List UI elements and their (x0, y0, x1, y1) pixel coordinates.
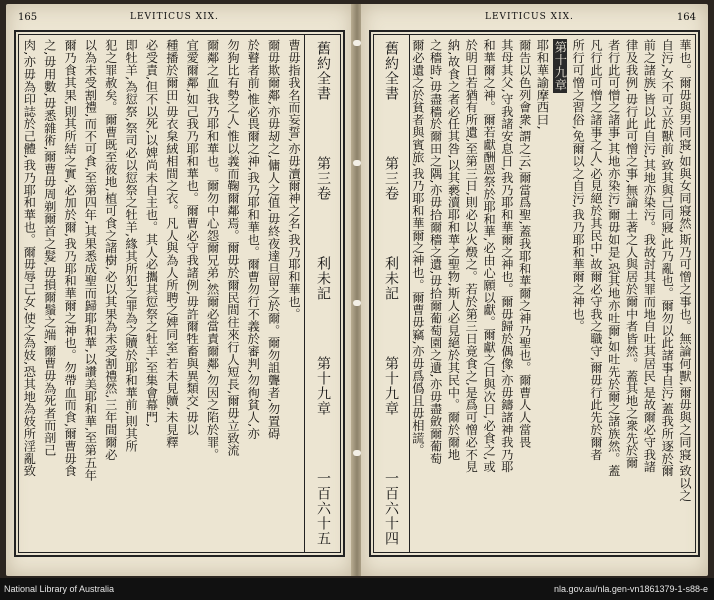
text-column: 爾鄰之血,我乃耶和華也。爾勿中心怨爾兄弟,然爾必當責爾鄰,勿因之陷於罪。 (205, 39, 220, 461)
text-column: 之,毋用數,毋悉雜術,爾曹毋周剃爾首之髮,毋損爾鬚之端,爾曹毋為死者而剖己 (42, 39, 57, 457)
left-running-title: LEVITICUS XIX. (130, 12, 219, 22)
chapter-badge-column (553, 35, 571, 552)
text-column: 爾必遺之於貧者與賓旅,我乃耶和華爾之神也。爾曹毋竊,亦毋爲僞且毋相謊。 (410, 39, 425, 457)
margin-title-part: 舊約全書 (383, 41, 399, 101)
text-column: 於瞽者前,惟必畏爾之神,我乃耶和華也。爾曹勿行不義於審判,勿徇貧人,亦 (246, 39, 261, 440)
margin-title-part: 一百六十四 (383, 471, 399, 546)
text-column: 律及我例,毋行此可憎之事,無論土著之人與居於爾中者皆然。蓋其地之衆先於爾 (624, 39, 639, 469)
text-column: 之穡時,毋盡穡於爾田之隅,亦毋拾爾穡之遺,毋拾爾葡萄園之遺,亦毋盡斂爾葡萄 (428, 39, 443, 465)
text-column: 曹毋指我名而妄誓,亦毋瀆爾神之名,我乃耶和華也。 (287, 39, 301, 320)
left-text-frame (14, 30, 345, 557)
left-margin-title (306, 35, 340, 552)
left-header (18, 12, 341, 28)
text-column: 以為未受割禮,而不可食,至第四年,其果悉成聖而歸耶和華,以讚美耶和華,至第五年 (83, 39, 98, 481)
text-column: 華也。爾毋與男同寢,如與女同寢然,斯乃可憎之事也。無論何獸,爾毋與之同寢,致以之 (678, 39, 692, 502)
binding-stitch (353, 300, 361, 306)
margin-title-part: 舊約全書 (315, 41, 331, 101)
right-text-frame (369, 30, 700, 557)
footer-identifier: nla.gov.au/nla.gen-vn1861379-1-s88-e (554, 584, 708, 594)
text-column: 所行可憎之習俗,免爾以之自污,我乃耶和華爾之神也。 (571, 39, 586, 333)
binding-stitch (353, 40, 361, 46)
text-column: 犯之罪赦矣。爾曹既至彼地,植可食之諸樹,必以其果為未受割禮然,三年間爾必 (103, 39, 118, 461)
footer-bar (0, 578, 714, 600)
chapter-badge: 第十九章 (553, 41, 568, 91)
text-column: 自污,女不可立於獸前,致其與己同寢,此乃亂也。爾勿以此諸事自污,蓋我所逐於爾 (660, 39, 675, 477)
right-running-title: LEVITICUS XIX. (485, 12, 574, 22)
binding-stitch (353, 160, 361, 166)
binding-stitch (353, 450, 361, 456)
right-page (361, 4, 708, 576)
text-column: 種播於爾田,毋衣枲絨相間之衣。凡人與為人所聘之婢同室,若未見贖,未見釋 (164, 39, 179, 449)
text-column: 納,故食之者必任其咎,以其褻瀆耶和華之聖物,斯人必見絕於其民中。爾於爾地 (446, 39, 461, 461)
text-column: 耶和華諭摩西曰, (535, 39, 550, 130)
text-column: 爾毋欺爾鄰,亦毋刼之,傭人之值,毋終夜達旦留之於爾。爾勿詛聾者,勿置碍 (266, 39, 281, 440)
text-column: 勿狗比有勢之人,惟以義而鞠爾鄰焉。爾毋於爾民間往來行人短長,爾毋立致流 (225, 39, 240, 457)
text-column: 和華爾之神。爾若獻酬恩祭於耶和華,必由心願以獻。爾獻之日與次日,必食之,或 (482, 39, 497, 473)
right-header (373, 12, 696, 28)
margin-title-part: 利未記 (315, 256, 331, 301)
right-text-columns (410, 35, 695, 552)
margin-title-part: 第十九章 (315, 356, 331, 416)
text-column: 肉,亦毋為印誌於己體,我乃耶和華也。爾毋辱己女,使之為妓,恐其地為妓所淫亂致 (22, 39, 37, 477)
text-column: 者行此可憎之諸事,其地亦染污,爾毋如是,恐其地亦吐爾,如吐先於爾之諸族然。蓋 (606, 39, 621, 477)
margin-title-part: 利未記 (383, 256, 399, 301)
text-column: 於明日若猶有所遺,至第三日,則必以火燬之。若於第三日竟食之,是爲可憎必不見 (464, 39, 479, 473)
text-column: 其母其父,守我諸安息日,我乃耶和華爾之神也。爾毋歸於偶像,亦毋鑄諸神我乃耶 (499, 39, 514, 473)
footer-credit: National Library of Australia (4, 584, 115, 594)
margin-title-part: 第三卷 (383, 156, 399, 201)
right-margin-title (374, 35, 408, 552)
margin-title-part: 第三卷 (315, 156, 331, 201)
text-column: 凡行此可憎之諸事之人,必見絕於其民中,故爾必守我之職守,爾毋行此先於爾者 (588, 39, 603, 461)
left-text-columns (19, 35, 304, 552)
margin-title-part: 一百六十五 (315, 471, 331, 546)
left-page-number: 165 (18, 12, 38, 23)
text-column: 必受責,但不以死,以婢尚未自主也。其人必攜其愆祭之牡羊,至集會幕門, (144, 39, 159, 428)
right-page-number: 164 (676, 12, 696, 23)
text-column: 宜愛爾鄰,如己我乃耶和華也。爾曹必守我諸例,毋許爾牲畜與異類交,毋以 (185, 39, 200, 436)
text-column: 即牡羊,為愆祭,祭司必以愆祭之牡羊,緣其所犯之罪為之贖於耶和華前,則其所 (124, 39, 139, 453)
text-column: 爾告以色列會衆,謂之云,爾當爲聖,蓋我耶和華爾之神乃聖也。爾曹人人當畏 (517, 39, 532, 449)
left-page (6, 4, 353, 576)
text-column: 前之諸族,皆以此自污,其地亦染污。我故討其罪而地自吐其居民,是故爾必守我諸 (642, 39, 657, 473)
text-column: 爾乃食其果,則其所結之實,必加於爾,我乃耶和華爾之神也。勿帶血而食,爾曹毋食 (63, 39, 78, 477)
margin-title-part: 第十九章 (383, 356, 399, 416)
